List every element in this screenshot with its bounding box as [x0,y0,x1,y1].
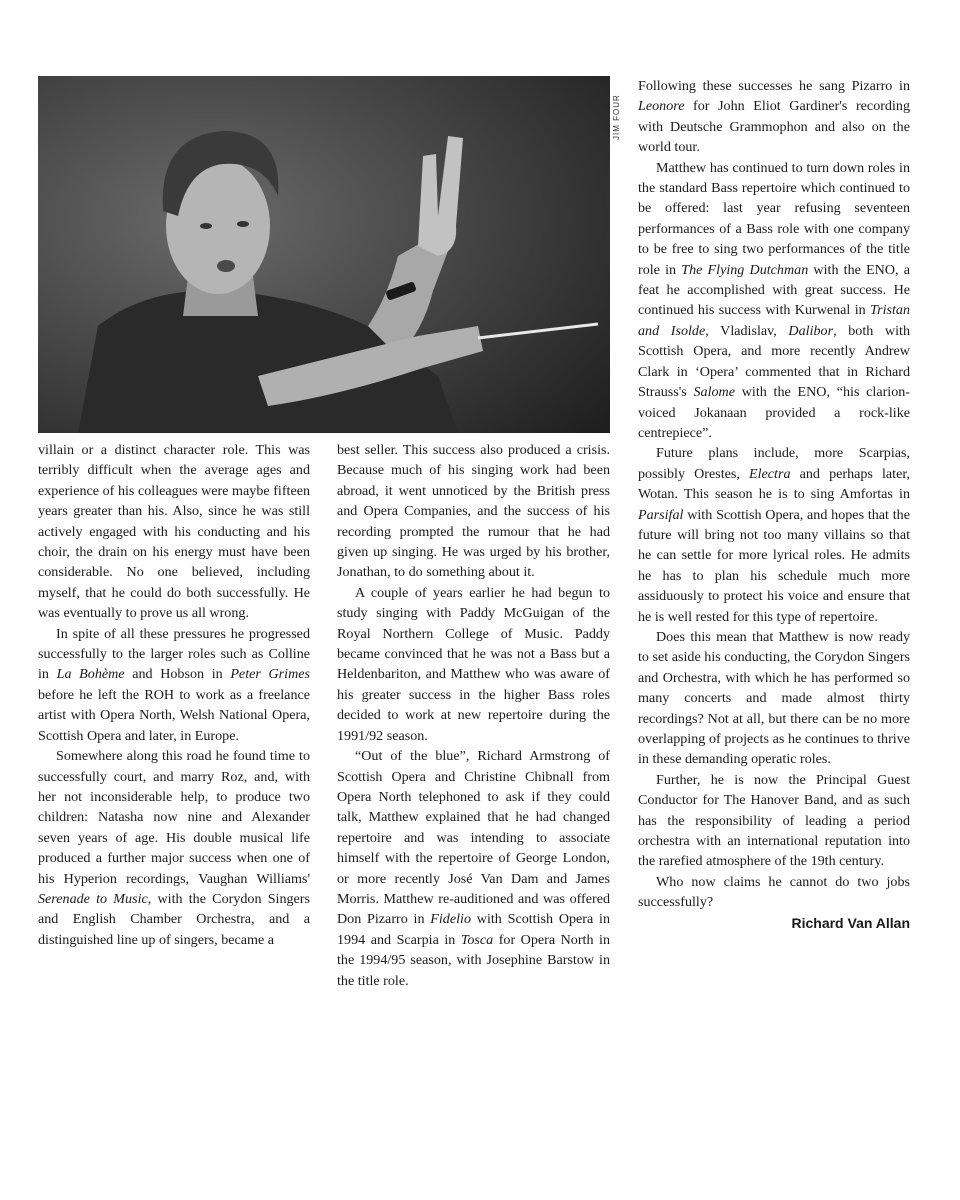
paragraph: Who now claims he cannot do two jobs successfully? [638,873,910,911]
article-column-3 [638,76,910,933]
paragraph: A couple of years earlier he had begun to study singing with Paddy McGuigan of the Royal Northern College of Music. Paddy became convinced that he was not a Bass but a Heldenbariton, and Matthew who was aware of his greater success in the higher Bass roles decided to work at new repertoire during the 1991/92 season. [337,584,610,744]
paragraph: best seller. This success also produced a crisis. Because much of his singing work had been abroad, it went unnoticed by the British press and Opera Companies, and the success of his recording prompted the rumour that he had given up singing. He was urged by his brother, Jonathan, to do something about it. [337,442,610,581]
paragraph: Somewhere along this road he found time to successfully court, and marry Roz, and, with her not inconsiderable help, to produce two children: Natasha now nine and Alexander seven years of age. His double musical life produced a further major success when one of his Hyperion recordings, Vaughan Williams' Serenade to Music, with the Corydon Singers and English Chamber Orchestra, and a distinguished line up of singers, became a [38,748,310,948]
author-signature: Richard Van Allan [791,914,910,931]
article-column-1 [38,440,310,950]
paragraph: In spite of all these pressures he progressed successfully to the larger roles such as Colline in La Bohème and Hobson in Peter Grimes before he left the ROH to work as a freelance artist with Opera North, Welsh National Opera, Scottish Opera and later, in Europe. [38,625,310,744]
paragraph: Following these successes he sang Pizarro in Leonore for John Eliot Gardiner's recording with Deutsche Grammophon and also on the world tour. [638,78,910,156]
article-column-2 [337,440,610,991]
paragraph: Matthew has continued to turn down roles in the standard Bass repertoire which continued to be offered: last year refusing seventeen performances of a Bass role with one company to be free to sing two performances of the title role in The Flying Dutchman with the ENO, a feat he accomplished with great success. He continued his success with Kurwenal in Tristan and Isolde, Vladislav, Dalibor, both with Scottish Opera, and more recently Andrew Clark in ‘Opera’ commented that in Richard Strauss's Salome with the ENO, “his clarion-voiced Jokanaan provided a rock-like centrepiece”. [638,159,910,441]
paragraph: Future plans include, more Scarpias, possibly Orestes, Electra and perhaps later, Wotan. This season he is to sing Amfortas in Parsifal with Scottish Opera, and hopes that the future will bring not too many villains so that he can settle for more lyrical roles. He admits he has to plan his schedule much more assiduously to protect his voice and ensure that he is well rested for this type of repertoire. [638,445,911,625]
paragraph: Does this mean that Matthew is now ready to set aside his conducting, the Corydon Singers and Orchestra, with which he has performed so many concerts and made almost thirty recordings? Not at all, but there can be no more overlapping of projects as he continues to thrive in these demanding operatic roles. [638,628,910,768]
paragraph: Further, he is now the Principal Guest Conductor for The Hanover Band, and as such has the responsibility of leading a period orchestra with an international reputation into the rarefied atmosphere of the 19th century. [638,771,910,870]
paragraph: villain or a distinct character role. This was terribly difficult when the average ages and experience of his colleagues were maybe fifteen years greater than his. Also, since he was still actively engaged with his conducting and his choir, the drain on his energy must have been considerable. No one believed, including myself, that he could do both successfully. He was eventually to prove us all wrong. [38,442,310,622]
conductor-illustration [38,76,610,433]
conductor-photo [38,76,610,433]
paragraph: “Out of the blue”, Richard Armstrong of Scottish Opera and Christine Chibnall from Opera North telephoned to ask if they could talk, Matthew explained that he had changed repertoire and was intending to associate himself with the repertoire of George London, or more recently José Van Dam and James Morris. Matthew re-auditioned and was offered Don Pizarro in Fidelio with Scottish Opera in 1994 and Scarpia in Tosca for Opera North in the 1994/95 season, with Josephine Barstow in the title role. [337,748,610,989]
photo-credit: JIM FOUR [612,94,621,140]
